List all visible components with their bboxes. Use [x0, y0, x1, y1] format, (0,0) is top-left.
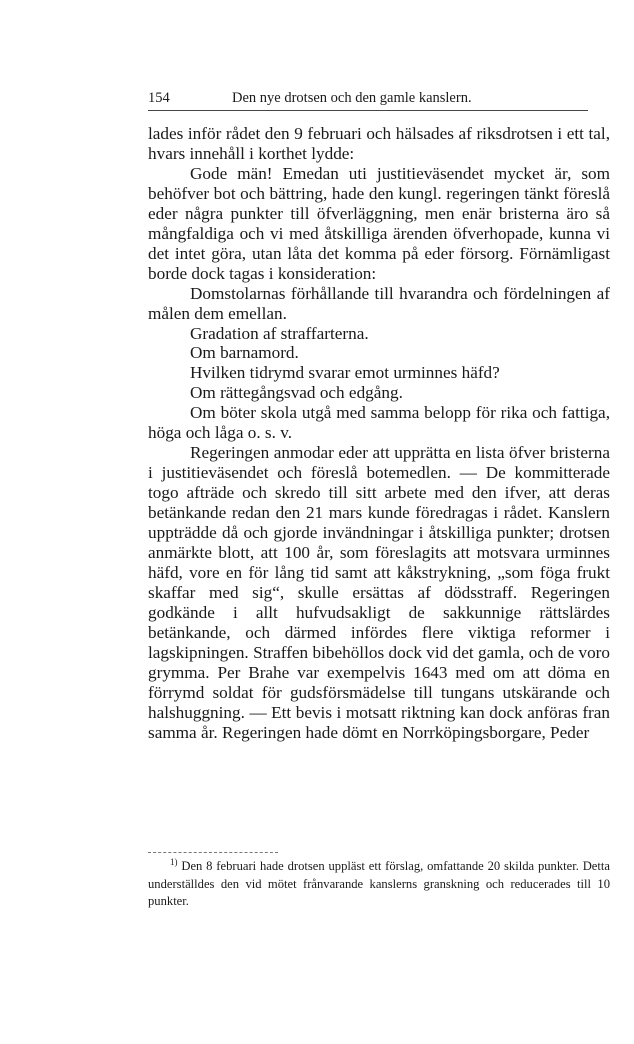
paragraph: Regeringen anmodar eder att upprätta en lista öfver bristerna i justitieväsendet och föreslå botemedlen. — De kommitterade togo afträde och skredo till sitt arbete med den ifver, att deras betänkande redan den 21 mars kunde föredragas i rådet. Kanslern uppträdde då och gjorde invändningar i åtskilliga punkter; drotsen anmärkte blott, att 100 år, som föreslagits att motsvara urminnes häfd, vore en för lång tid samt att kåkstrykning, „som föga frukt skaffar med sig“, skulle ersättas af dödsstraff. Regeringen godkände i allt hufvudsakligt de sakkunnige rättslärdes betänkande, och därmed infördes flere viktiga reformer i lagskipningen. Straffen bibehöllos dock vid det gamla, och de voro grymma. Per Brahe var exempelvis 1643 med om att döma en förrymd soldat för gudsförsmädelse till tungans utskärande och halshuggning. — Ett bevis i motsatt riktning kan dock anföras fran samma år. Regeringen hade dömt en Norrköpingsborgare, Peder — [148, 443, 610, 742]
paragraph: Om rättegångsvad och edgång. — [190, 383, 403, 403]
paragraph: Om barnamord. — [190, 343, 299, 363]
footnote-separator — [148, 852, 278, 854]
running-title: Den nye drotsen och den gamle kanslern. — [232, 90, 472, 106]
page-number: 154 — [148, 90, 170, 106]
footnote-marker: 1) — [170, 856, 178, 867]
body-text — [148, 124, 610, 743]
paragraph: lades inför rådet den 9 februari och hälsades af riksdrotsen i ett tal, hvars innehåll i korthet lydde: — [148, 124, 610, 163]
paragraph: Gradation af straffarterna. — [190, 323, 369, 343]
footnote — [148, 858, 610, 911]
paragraph: Domstolarnas förhållande till hvarandra och fördelningen af målen dem emellan. — [148, 283, 610, 323]
header-rule — [148, 110, 588, 111]
page-header — [148, 90, 588, 112]
paragraph: Gode män! Emedan uti justitieväsendet mycket är, som behöfver bot och bättring, hade den kungl. regeringen tänkt föreslå eder några punkter till öfverläggning, men enär bristerna äro så mångfaldiga och vi med åtskilliga ärenden öfverhopade, kunna vi det intet göra, utan låta det komma på eder försorg. Förnämligast borde dock tagas i konsideration: — [148, 163, 610, 283]
paragraph: Hvilken tidrymd svarar emot urminnes häfd? — [190, 363, 500, 383]
footnote-text: Den 8 februari hade drotsen uppläst ett förslag, omfattande 20 skilda punkter. Detta underställdes den vid mötet frånvarande kanslerns granskning och reducerades till 10 punkter. — [148, 859, 610, 908]
paragraph: Om böter skola utgå med samma belopp för rika och fattiga, höga och låga o. s. v. — [148, 403, 610, 443]
